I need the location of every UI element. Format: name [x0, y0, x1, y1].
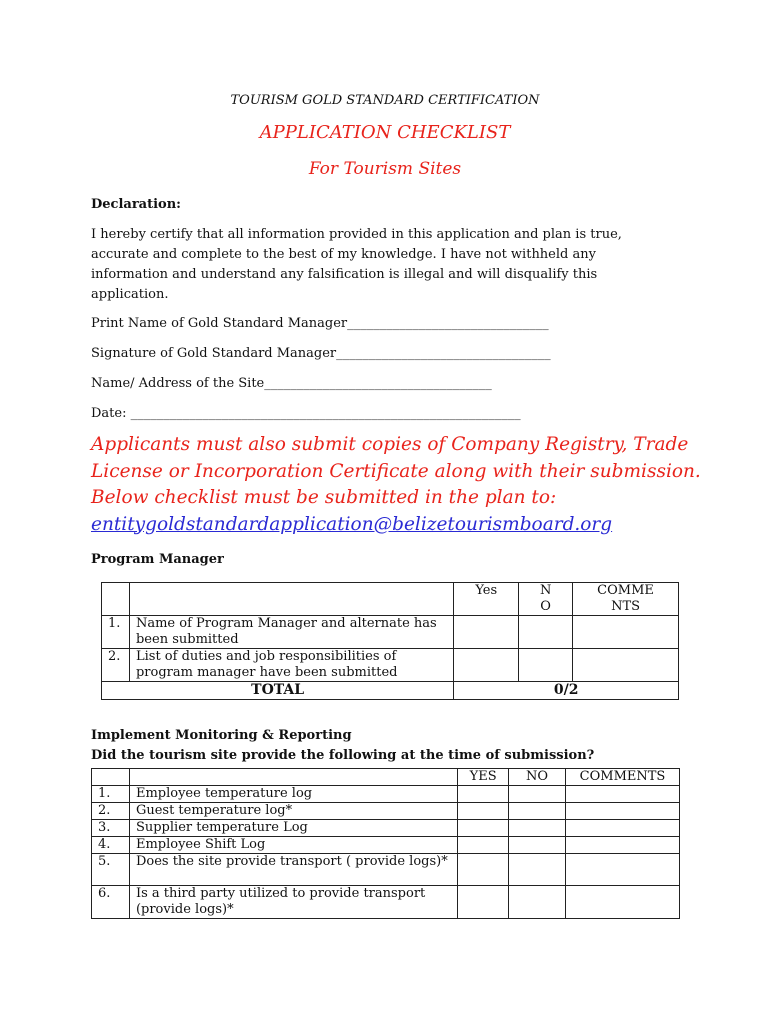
row-text: Guest temperature log* — [129, 803, 457, 820]
table-row — [92, 886, 680, 919]
yes-cell[interactable] — [458, 854, 509, 886]
comments-cell[interactable] — [573, 616, 679, 649]
row-number: 2. — [102, 649, 130, 682]
comments-cell[interactable] — [566, 837, 680, 854]
col-yes: YES — [458, 769, 509, 786]
comments-cell[interactable] — [566, 886, 680, 919]
no-cell[interactable] — [509, 837, 566, 854]
declaration-heading: Declaration: — [91, 197, 181, 212]
yes-cell[interactable] — [458, 837, 509, 854]
no-cell[interactable] — [509, 886, 566, 919]
print-name-field: Print Name of Gold Standard Manager_______________________________ — [91, 316, 549, 331]
document-title: APPLICATION CHECKLIST — [259, 122, 511, 143]
declaration-body: I hereby certify that all information provided in this application and plan is true, accurate and complete to the best of my knowledge. I have not withheld any information and understand any falsification is illegal and will disqualify this application. — [91, 227, 622, 302]
no-cell[interactable] — [509, 803, 566, 820]
row-text: Supplier temperature Log — [129, 820, 457, 837]
comments-cell[interactable] — [566, 786, 680, 803]
no-cell[interactable] — [519, 649, 573, 682]
no-cell[interactable] — [509, 854, 566, 886]
monitoring-table — [91, 768, 680, 919]
table-row — [102, 649, 679, 682]
table-header-row — [102, 583, 679, 616]
no-cell[interactable] — [509, 786, 566, 803]
monitoring-heading: Implement Monitoring & Reporting — [91, 728, 352, 743]
table-row — [102, 616, 679, 649]
row-number: 1. — [92, 786, 130, 803]
submission-notice — [91, 432, 711, 538]
col-no: NO — [509, 769, 566, 786]
table-row — [92, 837, 680, 854]
comments-cell[interactable] — [566, 820, 680, 837]
col-comments: COMME NTS — [573, 583, 679, 616]
row-number: 6. — [92, 886, 130, 919]
yes-cell[interactable] — [458, 803, 509, 820]
yes-cell[interactable] — [454, 649, 519, 682]
table-row — [92, 854, 680, 886]
table-row — [92, 803, 680, 820]
yes-cell[interactable] — [458, 886, 509, 919]
row-number: 5. — [92, 854, 130, 886]
table-row — [92, 786, 680, 803]
yes-cell[interactable] — [454, 616, 519, 649]
program-manager-heading: Program Manager — [91, 552, 224, 567]
yes-cell[interactable] — [458, 820, 509, 837]
no-cell[interactable] — [509, 820, 566, 837]
col-comments: COMMENTS — [566, 769, 680, 786]
site-address-field: Name/ Address of the Site___________________________________ — [91, 376, 492, 391]
col-no: N O — [519, 583, 573, 616]
monitoring-question: Did the tourism site provide the following at the time of submission? — [91, 748, 595, 763]
row-text: Name of Program Manager and alternate has been submitted — [129, 616, 453, 649]
no-cell[interactable] — [519, 616, 573, 649]
document-subtitle: For Tourism Sites — [308, 159, 462, 179]
notice-text: Applicants must also submit copies of Company Registry, Trade License or Incorporation Certificate along with their submission. Below checklist must be submitted in the plan to: — [91, 434, 701, 508]
yes-cell[interactable] — [458, 786, 509, 803]
submission-email-link[interactable]: entitygoldstandardapplication@belizetourismboard.org — [91, 513, 613, 535]
row-text: Is a third party utilized to provide transport (provide logs)* — [129, 886, 457, 919]
col-yes: Yes — [454, 583, 519, 616]
program-manager-table — [101, 582, 679, 700]
table-row — [92, 820, 680, 837]
signature-field: Signature of Gold Standard Manager_________________________________ — [91, 346, 551, 361]
total-row — [102, 682, 679, 700]
row-number: 3. — [92, 820, 130, 837]
row-number: 1. — [102, 616, 130, 649]
date-field: Date: ____________________________________________________________ — [91, 406, 521, 421]
comments-cell[interactable] — [566, 854, 680, 886]
organization-title: TOURISM GOLD STANDARD CERTIFICATION — [230, 93, 540, 108]
row-text: Does the site provide transport ( provide logs)* — [129, 854, 457, 886]
total-label: TOTAL — [102, 682, 454, 700]
table-header-row — [92, 769, 680, 786]
row-text: Employee Shift Log — [129, 837, 457, 854]
row-text: Employee temperature log — [129, 786, 457, 803]
row-text: List of duties and job responsibilities of program manager have been submitted — [129, 649, 453, 682]
row-number: 4. — [92, 837, 130, 854]
total-value: 0/2 — [454, 682, 679, 700]
row-number: 2. — [92, 803, 130, 820]
comments-cell[interactable] — [573, 649, 679, 682]
comments-cell[interactable] — [566, 803, 680, 820]
